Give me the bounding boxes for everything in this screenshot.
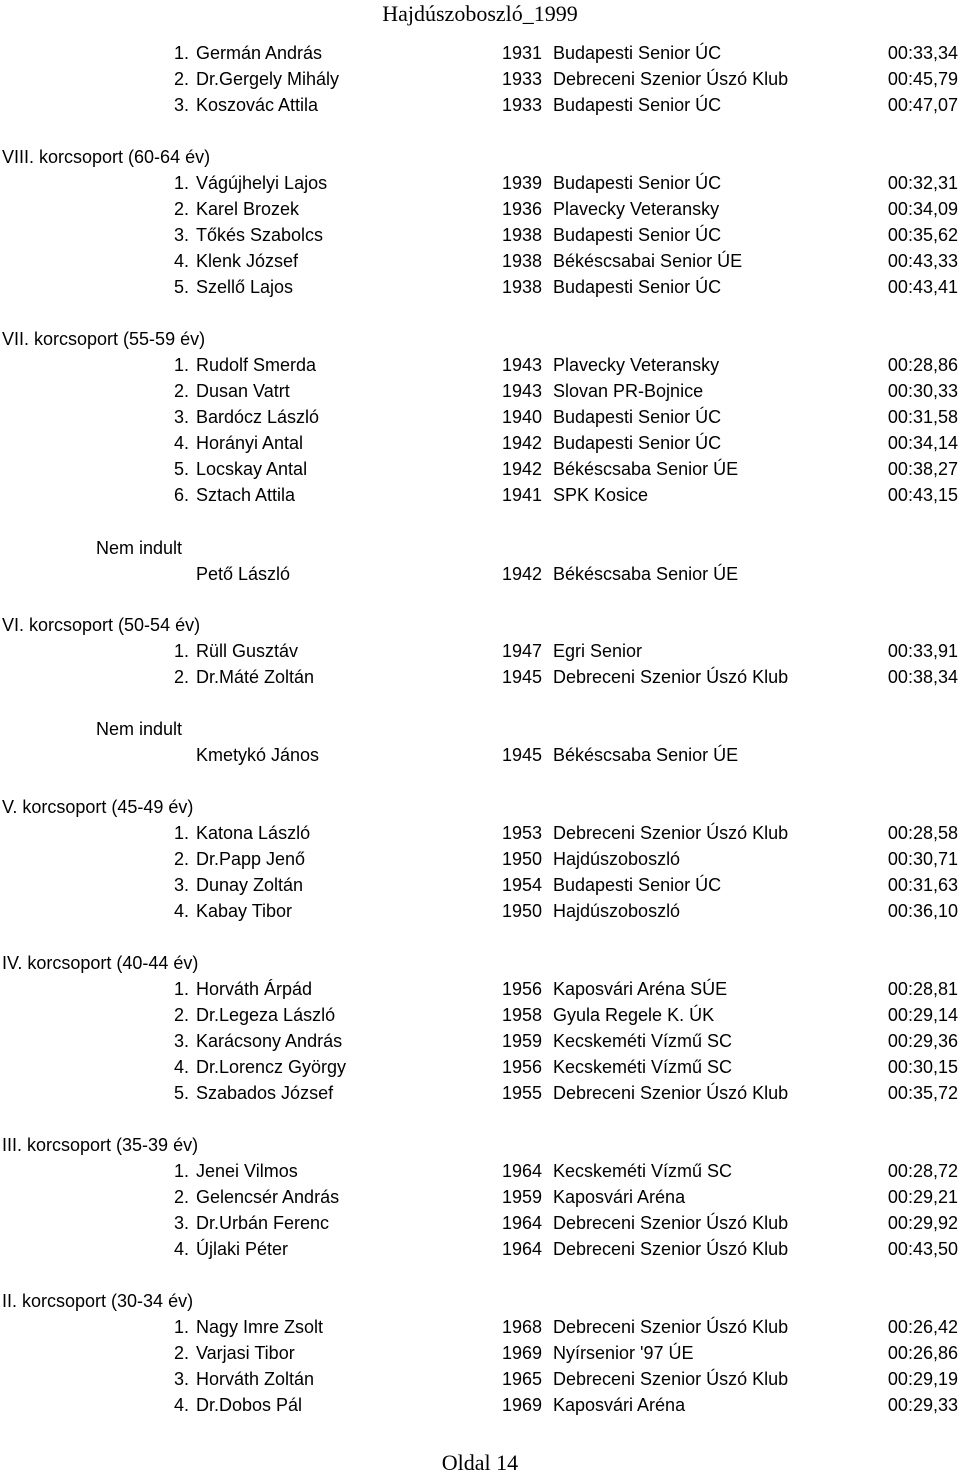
category-title: VI. korcsoport (50-54 év) bbox=[2, 615, 201, 635]
club: Debreceni Szenior Úszó Klub bbox=[553, 1213, 789, 1233]
birth-year: 1969 bbox=[502, 1343, 543, 1363]
birth-year: 1954 bbox=[502, 875, 543, 895]
club: Debreceni Szenior Úszó Klub bbox=[553, 69, 789, 89]
swimmer-name: Bardócz László bbox=[196, 407, 320, 427]
club: Budapesti Senior ÚC bbox=[553, 277, 722, 297]
not-started-heading bbox=[0, 535, 960, 561]
time: 00:30,33 bbox=[887, 381, 958, 401]
result-row bbox=[0, 1054, 960, 1080]
rank: 3. bbox=[174, 875, 190, 895]
result-row bbox=[0, 196, 960, 222]
rank: 5. bbox=[174, 459, 190, 479]
club: Budapesti Senior ÚC bbox=[553, 407, 722, 427]
time: 00:32,31 bbox=[887, 173, 958, 193]
swimmer-name: Dr.Papp Jenő bbox=[196, 849, 306, 869]
category-title: III. korcsoport (35-39 év) bbox=[2, 1135, 199, 1155]
birth-year: 1969 bbox=[502, 1395, 543, 1415]
category-heading bbox=[0, 794, 960, 820]
page-header-title: Hajdúszoboszló_1999 bbox=[382, 1, 578, 26]
category-heading bbox=[0, 1288, 960, 1314]
birth-year: 1940 bbox=[502, 407, 543, 427]
rank: 4. bbox=[174, 1057, 190, 1077]
swimmer-name: Karel Brozek bbox=[196, 199, 300, 219]
rank: 1. bbox=[174, 1317, 190, 1337]
rank: 5. bbox=[174, 277, 190, 297]
club: Plavecky Veteransky bbox=[553, 199, 720, 219]
birth-year: 1965 bbox=[502, 1369, 543, 1389]
swimmer-name: Szabados József bbox=[196, 1083, 334, 1103]
not-started-label: Nem indult bbox=[96, 538, 183, 558]
birth-year: 1945 bbox=[502, 667, 543, 687]
result-row bbox=[0, 40, 960, 66]
swimmer-name: Gelencsér András bbox=[196, 1187, 340, 1207]
swimmer-name: Dr.Urbán Ferenc bbox=[196, 1213, 330, 1233]
result-row bbox=[0, 664, 960, 690]
club: Kaposvári Aréna bbox=[553, 1395, 686, 1415]
rank: 2. bbox=[174, 1187, 190, 1207]
birth-year: 1945 bbox=[502, 745, 543, 765]
club: Budapesti Senior ÚC bbox=[553, 43, 722, 63]
club: SPK Kosice bbox=[553, 485, 649, 505]
result-row bbox=[0, 248, 960, 274]
swimmer-name: Dr.Gergely Mihály bbox=[196, 69, 340, 89]
category-title: IV. korcsoport (40-44 év) bbox=[2, 953, 199, 973]
not-started-heading bbox=[0, 716, 960, 742]
club: Egri Senior bbox=[553, 641, 643, 661]
result-row bbox=[0, 430, 960, 456]
time: 00:47,07 bbox=[887, 95, 958, 115]
category-title: V. korcsoport (45-49 év) bbox=[2, 797, 194, 817]
birth-year: 1931 bbox=[502, 43, 543, 63]
category-heading bbox=[0, 326, 960, 352]
time: 00:26,42 bbox=[887, 1317, 958, 1337]
not-started-row bbox=[0, 742, 960, 768]
birth-year: 1953 bbox=[502, 823, 543, 843]
club: Békéscsaba Senior ÚE bbox=[553, 459, 739, 479]
rank: 1. bbox=[174, 173, 190, 193]
swimmer-name: Rudolf Smerda bbox=[196, 355, 317, 375]
time: 00:28,86 bbox=[887, 355, 958, 375]
result-row bbox=[0, 976, 960, 1002]
result-row bbox=[0, 404, 960, 430]
time: 00:35,72 bbox=[887, 1083, 958, 1103]
swimmer-name: Germán András bbox=[196, 43, 323, 63]
result-row bbox=[0, 222, 960, 248]
rank: 2. bbox=[174, 69, 190, 89]
birth-year: 1942 bbox=[502, 459, 543, 479]
time: 00:38,34 bbox=[887, 667, 958, 687]
swimmer-name: Pető László bbox=[196, 564, 291, 584]
birth-year: 1943 bbox=[502, 355, 543, 375]
birth-year: 1942 bbox=[502, 564, 543, 584]
swimmer-name: Koszovác Attila bbox=[196, 95, 319, 115]
rank: 3. bbox=[174, 95, 190, 115]
birth-year: 1936 bbox=[502, 199, 543, 219]
rank: 3. bbox=[174, 225, 190, 245]
rank: 4. bbox=[174, 1395, 190, 1415]
birth-year: 1958 bbox=[502, 1005, 543, 1025]
rank: 4. bbox=[174, 433, 190, 453]
category-title: VIII. korcsoport (60-64 év) bbox=[2, 147, 211, 167]
category-heading bbox=[0, 612, 960, 638]
time: 00:29,36 bbox=[887, 1031, 958, 1051]
time: 00:28,58 bbox=[887, 823, 958, 843]
time: 00:26,86 bbox=[887, 1343, 958, 1363]
birth-year: 1942 bbox=[502, 433, 543, 453]
swimmer-name: Szellő Lajos bbox=[196, 277, 294, 297]
swimmer-name: Karácsony András bbox=[196, 1031, 343, 1051]
not-started-label: Nem indult bbox=[96, 719, 183, 739]
rank: 1. bbox=[174, 1161, 190, 1181]
time: 00:38,27 bbox=[887, 459, 958, 479]
category-heading bbox=[0, 950, 960, 976]
time: 00:29,92 bbox=[887, 1213, 958, 1233]
swimmer-name: Tőkés Szabolcs bbox=[196, 225, 324, 245]
club: Plavecky Veteransky bbox=[553, 355, 720, 375]
birth-year: 1959 bbox=[502, 1031, 543, 1051]
rank: 4. bbox=[174, 251, 190, 271]
club: Budapesti Senior ÚC bbox=[553, 173, 722, 193]
result-row bbox=[0, 898, 960, 924]
time: 00:31,58 bbox=[887, 407, 958, 427]
club: Békéscsabai Senior ÚE bbox=[553, 251, 743, 271]
time: 00:34,14 bbox=[887, 433, 958, 453]
club: Békéscsaba Senior ÚE bbox=[553, 745, 739, 765]
result-row bbox=[0, 1392, 960, 1418]
result-row bbox=[0, 378, 960, 404]
swimmer-name: Varjasi Tibor bbox=[196, 1343, 295, 1363]
swimmer-name: Rüll Gusztáv bbox=[196, 641, 299, 661]
birth-year: 1964 bbox=[502, 1213, 543, 1233]
birth-year: 1959 bbox=[502, 1187, 543, 1207]
category-title: VII. korcsoport (55-59 év) bbox=[2, 329, 206, 349]
swimmer-name: Katona László bbox=[196, 823, 311, 843]
time: 00:30,71 bbox=[887, 849, 958, 869]
swimmer-name: Horváth Zoltán bbox=[196, 1369, 315, 1389]
birth-year: 1956 bbox=[502, 1057, 543, 1077]
rank: 1. bbox=[174, 355, 190, 375]
time: 00:28,72 bbox=[887, 1161, 958, 1181]
club: Debreceni Szenior Úszó Klub bbox=[553, 1083, 789, 1103]
club: Slovan PR-Bojnice bbox=[553, 381, 704, 401]
result-row bbox=[0, 352, 960, 378]
birth-year: 1939 bbox=[502, 173, 543, 193]
rank: 3. bbox=[174, 1213, 190, 1233]
result-row bbox=[0, 1028, 960, 1054]
rank: 2. bbox=[174, 849, 190, 869]
swimmer-name: Dr.Legeza László bbox=[196, 1005, 336, 1025]
result-row bbox=[0, 274, 960, 300]
rank: 4. bbox=[174, 901, 190, 921]
rank: 1. bbox=[174, 823, 190, 843]
swimmer-name: Kabay Tibor bbox=[196, 901, 293, 921]
time: 00:43,15 bbox=[887, 485, 958, 505]
result-row bbox=[0, 1314, 960, 1340]
rank: 1. bbox=[174, 641, 190, 661]
result-row bbox=[0, 1002, 960, 1028]
club: Debreceni Szenior Úszó Klub bbox=[553, 1369, 789, 1389]
time: 00:29,33 bbox=[887, 1395, 958, 1415]
rank: 1. bbox=[174, 43, 190, 63]
swimmer-name: Dr.Lorencz György bbox=[196, 1057, 347, 1077]
result-row bbox=[0, 872, 960, 898]
result-row bbox=[0, 1184, 960, 1210]
time: 00:29,14 bbox=[887, 1005, 958, 1025]
birth-year: 1938 bbox=[502, 225, 543, 245]
result-row bbox=[0, 1366, 960, 1392]
result-row bbox=[0, 456, 960, 482]
result-row bbox=[0, 638, 960, 664]
result-row bbox=[0, 170, 960, 196]
birth-year: 1950 bbox=[502, 849, 543, 869]
club: Hajdúszoboszló bbox=[553, 901, 681, 921]
result-row bbox=[0, 66, 960, 92]
category-heading bbox=[0, 1132, 960, 1158]
rank: 6. bbox=[174, 485, 190, 505]
club: Budapesti Senior ÚC bbox=[553, 95, 722, 115]
result-row bbox=[0, 92, 960, 118]
birth-year: 1956 bbox=[502, 979, 543, 999]
birth-year: 1964 bbox=[502, 1239, 543, 1259]
swimmer-name: Dr.Máté Zoltán bbox=[196, 667, 315, 687]
swimmer-name: Sztach Attila bbox=[196, 485, 296, 505]
result-row bbox=[0, 1236, 960, 1262]
rank: 3. bbox=[174, 407, 190, 427]
club: Debreceni Szenior Úszó Klub bbox=[553, 1239, 789, 1259]
time: 00:33,91 bbox=[887, 641, 958, 661]
rank: 2. bbox=[174, 1343, 190, 1363]
swimmer-name: Kmetykó János bbox=[196, 745, 320, 765]
club: Hajdúszoboszló bbox=[553, 849, 681, 869]
club: Debreceni Szenior Úszó Klub bbox=[553, 1317, 789, 1337]
club: Kecskeméti Vízmű SC bbox=[553, 1031, 733, 1051]
swimmer-name: Jenei Vilmos bbox=[196, 1161, 298, 1181]
result-row bbox=[0, 1080, 960, 1106]
birth-year: 1933 bbox=[502, 95, 543, 115]
club: Debreceni Szenior Úszó Klub bbox=[553, 823, 789, 843]
time: 00:34,09 bbox=[887, 199, 958, 219]
birth-year: 1968 bbox=[502, 1317, 543, 1337]
rank: 1. bbox=[174, 979, 190, 999]
result-row bbox=[0, 820, 960, 846]
club: Debreceni Szenior Úszó Klub bbox=[553, 667, 789, 687]
time: 00:33,34 bbox=[887, 43, 958, 63]
time: 00:43,33 bbox=[887, 251, 958, 271]
club: Gyula Regele K. ÚK bbox=[553, 1005, 715, 1025]
rank: 2. bbox=[174, 381, 190, 401]
result-row bbox=[0, 482, 960, 508]
category-heading bbox=[0, 144, 960, 170]
rank: 3. bbox=[174, 1369, 190, 1389]
swimmer-name: Dusan Vatrt bbox=[196, 381, 290, 401]
swimmer-name: Dunay Zoltán bbox=[196, 875, 304, 895]
result-row bbox=[0, 1340, 960, 1366]
club: Kecskeméti Vízmű SC bbox=[553, 1057, 733, 1077]
time: 00:30,15 bbox=[887, 1057, 958, 1077]
result-row bbox=[0, 846, 960, 872]
time: 00:31,63 bbox=[887, 875, 958, 895]
club: Budapesti Senior ÚC bbox=[553, 433, 722, 453]
time: 00:45,79 bbox=[887, 69, 958, 89]
birth-year: 1938 bbox=[502, 277, 543, 297]
rank: 5. bbox=[174, 1083, 190, 1103]
swimmer-name: Dr.Dobos Pál bbox=[196, 1395, 303, 1415]
birth-year: 1943 bbox=[502, 381, 543, 401]
time: 00:35,62 bbox=[887, 225, 958, 245]
not-started-row bbox=[0, 561, 960, 587]
swimmer-name: Horváth Árpád bbox=[196, 979, 313, 999]
birth-year: 1947 bbox=[502, 641, 543, 661]
swimmer-name: Locskay Antal bbox=[196, 459, 308, 479]
club: Kecskeméti Vízmű SC bbox=[553, 1161, 733, 1181]
time: 00:29,19 bbox=[887, 1369, 958, 1389]
swimmer-name: Nagy Imre Zsolt bbox=[196, 1317, 324, 1337]
swimmer-name: Újlaki Péter bbox=[196, 1239, 289, 1259]
birth-year: 1950 bbox=[502, 901, 543, 921]
club: Nyírsenior '97 ÚE bbox=[553, 1343, 694, 1363]
birth-year: 1933 bbox=[502, 69, 543, 89]
time: 00:43,50 bbox=[887, 1239, 958, 1259]
time: 00:43,41 bbox=[887, 277, 958, 297]
time: 00:29,21 bbox=[887, 1187, 958, 1207]
result-row bbox=[0, 1158, 960, 1184]
birth-year: 1941 bbox=[502, 485, 543, 505]
rank: 2. bbox=[174, 667, 190, 687]
birth-year: 1938 bbox=[502, 251, 543, 271]
page-number: Oldal 14 bbox=[441, 1450, 519, 1475]
club: Békéscsaba Senior ÚE bbox=[553, 564, 739, 584]
club: Budapesti Senior ÚC bbox=[553, 875, 722, 895]
rank: 4. bbox=[174, 1239, 190, 1259]
time: 00:28,81 bbox=[887, 979, 958, 999]
swimmer-name: Horányi Antal bbox=[196, 433, 304, 453]
club: Budapesti Senior ÚC bbox=[553, 225, 722, 245]
birth-year: 1964 bbox=[502, 1161, 543, 1181]
swimmer-name: Klenk József bbox=[196, 251, 299, 271]
rank: 3. bbox=[174, 1031, 190, 1051]
rank: 2. bbox=[174, 1005, 190, 1025]
club: Kaposvári Aréna bbox=[553, 1187, 686, 1207]
swimmer-name: Vágújhelyi Lajos bbox=[196, 173, 328, 193]
rank: 2. bbox=[174, 199, 190, 219]
club: Kaposvári Aréna SÚE bbox=[553, 979, 728, 999]
category-title: II. korcsoport (30-34 év) bbox=[2, 1291, 194, 1311]
time: 00:36,10 bbox=[887, 901, 958, 921]
birth-year: 1955 bbox=[502, 1083, 543, 1103]
result-row bbox=[0, 1210, 960, 1236]
